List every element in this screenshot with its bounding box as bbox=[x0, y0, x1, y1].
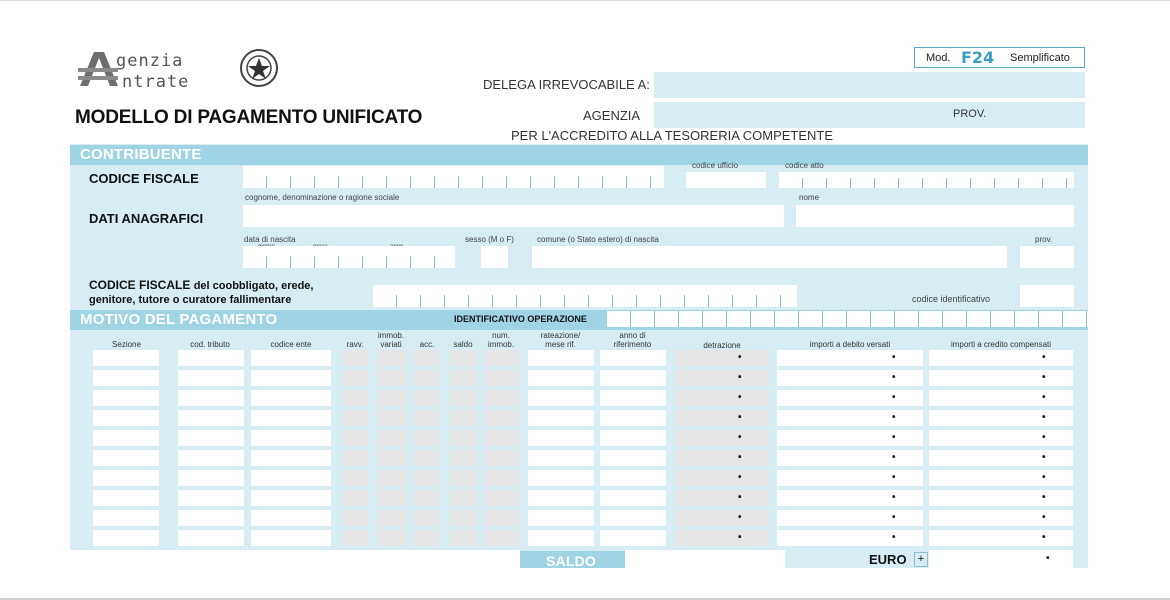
saldo-mid-blank bbox=[625, 550, 785, 568]
saldo-left-blank bbox=[70, 550, 520, 568]
identificativo-operazione-label: IDENTIFICATIVO OPERAZIONE bbox=[454, 314, 587, 324]
saldo-cell[interactable] bbox=[450, 350, 476, 366]
rateazione-cell[interactable] bbox=[528, 450, 594, 466]
debito-cell-decimal-dot: • bbox=[892, 512, 896, 523]
immob-cell[interactable] bbox=[377, 450, 407, 466]
detrazione-cell[interactable] bbox=[676, 410, 769, 426]
credito-cell-decimal-dot: • bbox=[1042, 412, 1046, 423]
credito-cell[interactable] bbox=[929, 350, 1073, 366]
ente-cell[interactable] bbox=[251, 470, 331, 486]
anno-cell[interactable] bbox=[600, 350, 666, 366]
immob-cell[interactable] bbox=[377, 530, 407, 546]
col-saldo: saldo bbox=[453, 340, 473, 349]
mod-suffix: Semplificato bbox=[1010, 52, 1070, 64]
credito-cell-decimal-dot: • bbox=[1042, 472, 1046, 483]
ravv-cell[interactable] bbox=[342, 450, 368, 466]
tributo-cell[interactable] bbox=[178, 410, 244, 426]
sesso-field[interactable] bbox=[481, 246, 508, 268]
immob-cell[interactable] bbox=[377, 430, 407, 446]
anno-cell[interactable] bbox=[600, 410, 666, 426]
cognome-label: cognome, denominazione o ragione sociale bbox=[245, 193, 400, 202]
contribuente-bar bbox=[70, 145, 1088, 165]
contribuente-title: CONTRIBUENTE bbox=[80, 146, 202, 163]
credito-cell-decimal-dot: • bbox=[1042, 492, 1046, 503]
nome-label: nome bbox=[799, 193, 820, 202]
credito-cell[interactable] bbox=[929, 410, 1073, 426]
detrazione-cell-decimal-dot: • bbox=[738, 492, 742, 503]
detrazione-cell[interactable] bbox=[676, 470, 769, 486]
tributo-cell[interactable] bbox=[178, 450, 244, 466]
comune-field[interactable] bbox=[532, 246, 1007, 268]
rateazione-cell[interactable] bbox=[528, 510, 594, 526]
credito-cell-decimal-dot: • bbox=[1042, 512, 1046, 523]
debito-cell-decimal-dot: • bbox=[892, 352, 896, 363]
comune-label: comune (o Stato estero) di nascita bbox=[537, 235, 659, 244]
num-immob-cell[interactable] bbox=[485, 470, 519, 486]
republic-emblem-icon bbox=[238, 46, 280, 90]
rateazione-cell[interactable] bbox=[528, 370, 594, 386]
immob-cell[interactable] bbox=[377, 510, 407, 526]
sezione-cell[interactable] bbox=[93, 450, 159, 466]
debito-cell-decimal-dot: • bbox=[892, 432, 896, 443]
col-num-2: immob. bbox=[487, 340, 515, 349]
detrazione-cell[interactable] bbox=[676, 450, 769, 466]
acc-cell[interactable] bbox=[414, 370, 440, 386]
acc-cell[interactable] bbox=[414, 510, 440, 526]
debito-cell[interactable] bbox=[777, 510, 923, 526]
mod-f24-badge bbox=[914, 47, 1085, 68]
ente-cell[interactable] bbox=[251, 390, 331, 406]
num-immob-cell[interactable] bbox=[485, 510, 519, 526]
debito-cell-decimal-dot: • bbox=[892, 372, 896, 383]
sezione-cell[interactable] bbox=[93, 530, 159, 546]
acc-cell[interactable] bbox=[414, 530, 440, 546]
detrazione-cell[interactable] bbox=[676, 530, 769, 546]
credito-cell[interactable] bbox=[929, 490, 1073, 506]
debito-cell[interactable] bbox=[777, 390, 923, 406]
rateazione-cell[interactable] bbox=[528, 470, 594, 486]
debito-cell[interactable] bbox=[777, 350, 923, 366]
col-sezione: Sezione bbox=[112, 340, 141, 349]
immob-cell[interactable] bbox=[377, 470, 407, 486]
col-rateazione-2: mese rif. bbox=[545, 340, 576, 349]
immob-cell[interactable] bbox=[377, 410, 407, 426]
ente-cell[interactable] bbox=[251, 350, 331, 366]
tributo-cell[interactable] bbox=[178, 370, 244, 386]
credito-cell-decimal-dot: • bbox=[1042, 432, 1046, 443]
ravv-cell[interactable] bbox=[342, 470, 368, 486]
saldo-cell[interactable] bbox=[450, 430, 476, 446]
ravv-cell[interactable] bbox=[342, 370, 368, 386]
sezione-cell[interactable] bbox=[93, 510, 159, 526]
debito-cell-decimal-dot: • bbox=[892, 532, 896, 543]
detrazione-cell[interactable] bbox=[676, 430, 769, 446]
col-immob-2: variati bbox=[380, 340, 402, 349]
plus-sign: + bbox=[914, 552, 928, 567]
logo-line-2: ntrate bbox=[122, 72, 190, 92]
anno-cell[interactable] bbox=[600, 510, 666, 526]
credito-cell[interactable] bbox=[929, 470, 1073, 486]
col-tributo: cod. tributo bbox=[190, 340, 230, 349]
codice-identificativo-label: codice identificativo bbox=[912, 294, 991, 304]
immob-cell[interactable] bbox=[377, 390, 407, 406]
debito-cell[interactable] bbox=[777, 530, 923, 546]
saldo-total-dot: • bbox=[1046, 553, 1050, 564]
top-rule bbox=[0, 0, 1170, 1]
codice-atto-ticks bbox=[779, 178, 1074, 188]
debito-cell[interactable] bbox=[777, 490, 923, 506]
codice-identificativo-field[interactable] bbox=[1020, 285, 1074, 307]
ente-cell[interactable] bbox=[251, 410, 331, 426]
sezione-cell[interactable] bbox=[93, 470, 159, 486]
debito-cell-decimal-dot: • bbox=[892, 492, 896, 503]
rateazione-cell[interactable] bbox=[528, 490, 594, 506]
saldo-cell[interactable] bbox=[450, 470, 476, 486]
data-nascita-ticks bbox=[243, 256, 455, 268]
anno-cell[interactable] bbox=[600, 390, 666, 406]
agenzia-label: AGENZIA bbox=[583, 108, 641, 123]
debito-cell[interactable] bbox=[777, 430, 923, 446]
accredito-label: PER L'ACCREDITO ALLA TESORERIA COMPETENTE bbox=[511, 128, 834, 143]
coobbligato-label bbox=[89, 279, 313, 307]
tributo-cell[interactable] bbox=[178, 530, 244, 546]
num-immob-cell[interactable] bbox=[485, 350, 519, 366]
debito-cell-decimal-dot: • bbox=[892, 472, 896, 483]
identificativo-operazione-ticks bbox=[607, 311, 1088, 327]
motivo-title: MOTIVO DEL PAGAMENTO bbox=[80, 311, 278, 328]
ente-cell[interactable] bbox=[251, 490, 331, 506]
saldo-cell[interactable] bbox=[450, 370, 476, 386]
euro-label: EURO bbox=[869, 552, 907, 567]
saldo-label: SALDO bbox=[546, 553, 596, 569]
coobbligato-label-rest1: del coobbligato, erede, bbox=[193, 280, 314, 292]
delega-field[interactable] bbox=[654, 72, 1085, 98]
col-acc: acc. bbox=[419, 340, 435, 349]
acc-cell[interactable] bbox=[414, 410, 440, 426]
saldo-cell[interactable] bbox=[450, 410, 476, 426]
detrazione-cell-decimal-dot: • bbox=[738, 432, 742, 443]
saldo-cell[interactable] bbox=[450, 450, 476, 466]
detrazione-cell-decimal-dot: • bbox=[738, 372, 742, 383]
codice-ufficio-field[interactable] bbox=[686, 172, 766, 188]
acc-cell[interactable] bbox=[414, 450, 440, 466]
debito-cell[interactable] bbox=[777, 410, 923, 426]
acc-cell[interactable] bbox=[414, 470, 440, 486]
col-debito: importi a debito versati bbox=[809, 340, 891, 349]
debito-cell-decimal-dot: • bbox=[892, 392, 896, 403]
rateazione-cell[interactable] bbox=[528, 410, 594, 426]
rateazione-cell[interactable] bbox=[528, 390, 594, 406]
credito-cell[interactable] bbox=[929, 450, 1073, 466]
anno-cell[interactable] bbox=[600, 530, 666, 546]
tributo-cell[interactable] bbox=[178, 490, 244, 506]
mod-prefix: Mod. bbox=[926, 52, 951, 64]
tributo-cell[interactable] bbox=[178, 390, 244, 406]
debito-cell-decimal-dot: • bbox=[892, 452, 896, 463]
detrazione-cell-decimal-dot: • bbox=[738, 452, 742, 463]
logo-line-1: genzia bbox=[116, 51, 184, 71]
tributo-cell[interactable] bbox=[178, 430, 244, 446]
sezione-cell[interactable] bbox=[93, 490, 159, 506]
credito-cell-decimal-dot: • bbox=[1042, 532, 1046, 543]
anno-cell[interactable] bbox=[600, 450, 666, 466]
acc-cell[interactable] bbox=[414, 390, 440, 406]
ente-cell[interactable] bbox=[251, 450, 331, 466]
acc-cell[interactable] bbox=[414, 350, 440, 366]
acc-cell[interactable] bbox=[414, 430, 440, 446]
immob-cell[interactable] bbox=[377, 350, 407, 366]
col-num-1: num. bbox=[492, 331, 510, 340]
num-immob-cell[interactable] bbox=[485, 430, 519, 446]
col-anno-2: riferimento bbox=[613, 340, 652, 349]
ravv-cell[interactable] bbox=[342, 490, 368, 506]
tributo-cell[interactable] bbox=[178, 470, 244, 486]
num-immob-cell[interactable] bbox=[485, 530, 519, 546]
sezione-cell[interactable] bbox=[93, 350, 159, 366]
saldo-cell[interactable] bbox=[450, 390, 476, 406]
anno-cell[interactable] bbox=[600, 470, 666, 486]
prov-label: PROV. bbox=[953, 108, 987, 120]
coobbligato-label-rest2: genitore, tutore o curatore fallimentare bbox=[89, 294, 292, 306]
col-immob-1: immob. bbox=[377, 331, 405, 340]
coobbligato-ticks bbox=[373, 295, 797, 307]
detrazione-cell[interactable] bbox=[676, 390, 769, 406]
debito-cell-decimal-dot: • bbox=[892, 412, 896, 423]
codice-fiscale-ticks bbox=[243, 176, 664, 188]
saldo-cell[interactable] bbox=[450, 490, 476, 506]
rateazione-cell[interactable] bbox=[528, 350, 594, 366]
ravv-cell[interactable] bbox=[342, 510, 368, 526]
debito-cell[interactable] bbox=[777, 370, 923, 386]
detrazione-cell-decimal-dot: • bbox=[738, 352, 742, 363]
debito-cell[interactable] bbox=[777, 470, 923, 486]
detrazione-cell-decimal-dot: • bbox=[738, 412, 742, 423]
debito-cell[interactable] bbox=[777, 450, 923, 466]
saldo-cell[interactable] bbox=[450, 510, 476, 526]
sesso-label: sesso (M o F) bbox=[465, 235, 514, 244]
saldo-total-field[interactable] bbox=[929, 550, 1073, 568]
anno-cell[interactable] bbox=[600, 430, 666, 446]
immob-cell[interactable] bbox=[377, 370, 407, 386]
cognome-field[interactable] bbox=[243, 205, 784, 227]
codice-atto-label: codice atto bbox=[785, 161, 824, 170]
col-anno-1: anno di bbox=[619, 331, 646, 340]
sezione-cell[interactable] bbox=[93, 430, 159, 446]
ente-cell[interactable] bbox=[251, 530, 331, 546]
credito-cell-decimal-dot: • bbox=[1042, 352, 1046, 363]
anno-cell[interactable] bbox=[600, 370, 666, 386]
ravv-cell[interactable] bbox=[342, 390, 368, 406]
anno-cell[interactable] bbox=[600, 490, 666, 506]
tributo-cell[interactable] bbox=[178, 510, 244, 526]
credito-cell-decimal-dot: • bbox=[1042, 372, 1046, 383]
num-immob-cell[interactable] bbox=[485, 370, 519, 386]
nome-field[interactable] bbox=[796, 205, 1074, 227]
credito-cell[interactable] bbox=[929, 370, 1073, 386]
saldo-cell[interactable] bbox=[450, 530, 476, 546]
num-immob-cell[interactable] bbox=[485, 450, 519, 466]
ente-cell[interactable] bbox=[251, 510, 331, 526]
ravv-cell[interactable] bbox=[342, 430, 368, 446]
rateazione-cell[interactable] bbox=[528, 430, 594, 446]
sezione-cell[interactable] bbox=[93, 390, 159, 406]
sezione-cell[interactable] bbox=[93, 410, 159, 426]
coobbligato-label-bold: CODICE FISCALE bbox=[89, 278, 191, 292]
col-credito: importi a credito compensati bbox=[950, 340, 1052, 349]
credito-cell-decimal-dot: • bbox=[1042, 392, 1046, 403]
num-immob-cell[interactable] bbox=[485, 490, 519, 506]
detrazione-cell-decimal-dot: • bbox=[738, 532, 742, 543]
acc-cell[interactable] bbox=[414, 490, 440, 506]
col-ravv: ravv. bbox=[346, 340, 364, 349]
tributo-cell[interactable] bbox=[178, 350, 244, 366]
codice-fiscale-label: CODICE FISCALE bbox=[89, 171, 199, 186]
prov-nascita-field[interactable] bbox=[1020, 246, 1074, 268]
col-rateazione-1: rateazione/ bbox=[540, 331, 581, 340]
detrazione-cell-decimal-dot: • bbox=[738, 512, 742, 523]
mod-code: F24 bbox=[961, 48, 995, 67]
rateazione-cell[interactable] bbox=[528, 530, 594, 546]
agenzia-field[interactable] bbox=[654, 102, 1085, 128]
ravv-cell[interactable] bbox=[342, 350, 368, 366]
credito-cell[interactable] bbox=[929, 510, 1073, 526]
data-nascita-label: data di nascita bbox=[244, 235, 296, 244]
detrazione-cell[interactable] bbox=[676, 370, 769, 386]
detrazione-cell[interactable] bbox=[676, 350, 769, 366]
credito-cell-decimal-dot: • bbox=[1042, 452, 1046, 463]
codice-ufficio-label: codice ufficio bbox=[692, 161, 739, 170]
credito-cell[interactable] bbox=[929, 430, 1073, 446]
delega-label: DELEGA IRREVOCABILE A: bbox=[483, 77, 650, 92]
prov-nascita-label: prov. bbox=[1035, 235, 1053, 244]
num-immob-cell[interactable] bbox=[485, 390, 519, 406]
detrazione-cell-decimal-dot: • bbox=[738, 472, 742, 483]
sezione-cell[interactable] bbox=[93, 370, 159, 386]
immob-cell[interactable] bbox=[377, 490, 407, 506]
page-title: MODELLO DI PAGAMENTO UNIFICATO bbox=[75, 107, 423, 128]
detrazione-cell[interactable] bbox=[676, 490, 769, 506]
credito-cell[interactable] bbox=[929, 390, 1073, 406]
ente-cell[interactable] bbox=[251, 370, 331, 386]
dati-anagrafici-label: DATI ANAGRAFICI bbox=[89, 211, 204, 226]
ente-cell[interactable] bbox=[251, 430, 331, 446]
detrazione-cell-decimal-dot: • bbox=[738, 392, 742, 403]
num-immob-cell[interactable] bbox=[485, 410, 519, 426]
col-ente: codice ente bbox=[270, 340, 312, 349]
ravv-cell[interactable] bbox=[342, 530, 368, 546]
credito-cell[interactable] bbox=[929, 530, 1073, 546]
col-detrazione: detrazione bbox=[703, 341, 741, 350]
ravv-cell[interactable] bbox=[342, 410, 368, 426]
detrazione-cell[interactable] bbox=[676, 510, 769, 526]
